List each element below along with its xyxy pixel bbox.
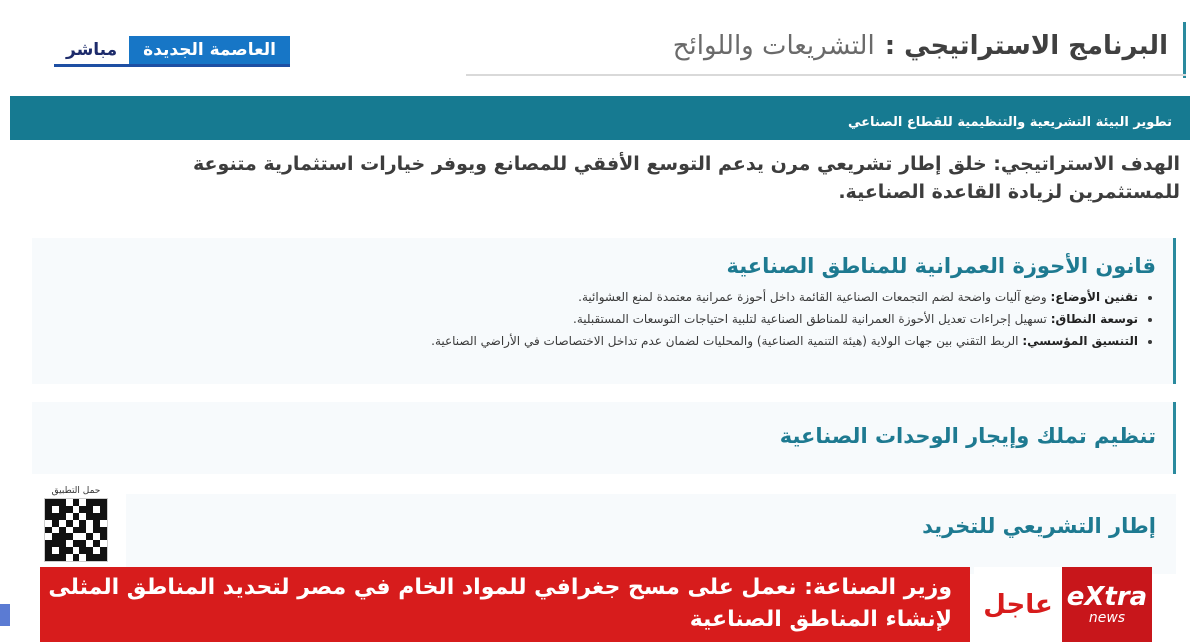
- section-heading: تنظيم تملك وإيجار الوحدات الصناعية: [779, 424, 1156, 448]
- logo-wordmark-bottom: news: [1088, 609, 1126, 626]
- program-title-sub: التشريعات واللوائح: [672, 31, 875, 61]
- section-panel-scrapping: [126, 494, 1176, 574]
- section-banner-text: تطوير البيئة التشريعية والتنظيمية للقطاع الصناعي: [847, 115, 1172, 130]
- logo-wordmark-top: eXtra: [1066, 581, 1148, 612]
- section-panel-ownership: [32, 402, 1176, 474]
- header-divider: [466, 74, 1186, 76]
- bullet-text: وضع آليات واضحة لضم التجمعات الصناعية القائمة داخل أحوزة عمرانية معتمدة لمنع العشوائية.: [578, 290, 1047, 304]
- ticker-headline: وزير الصناعة: نعمل على مسح جغرافي للمواد الخام في مصر لتحديد المناطق المثلى لإنشاء المناطق الصناعية: [48, 575, 952, 632]
- bullet-list: [431, 286, 1154, 352]
- qr-code-icon: [44, 498, 108, 562]
- qr-caption: حمل التطبيق: [51, 486, 101, 496]
- program-title: [673, 22, 1168, 70]
- live-location: العاصمة الجديدة: [129, 36, 290, 64]
- panel-accent: [1173, 238, 1176, 384]
- bullet-item: [431, 308, 1138, 330]
- program-title-main: البرنامج الاستراتيجي :: [884, 31, 1168, 61]
- bullet-label: تقنين الأوضاع:: [1050, 290, 1138, 304]
- urgent-label: عاجل: [974, 567, 1062, 642]
- section-heading: إطار التشريعي للتخريد: [922, 514, 1156, 538]
- bullet-label: التنسيق المؤسسي:: [1022, 334, 1138, 348]
- live-badge: [54, 36, 290, 67]
- breaking-news-ticker: [40, 567, 970, 642]
- bullet-text: الربط التقني بين جهات الولاية (هيئة التنمية الصناعية) والمحليات لضمان عدم تداخل الاختصاصات في الأراضي الصناعية.: [431, 334, 1019, 348]
- bullet-text: تسهيل إجراءات تعديل الأحوزة العمرانية للمناطق الصناعية لتلبية احتياجات التوسعات المستقبلية.: [573, 312, 1047, 326]
- live-label: مباشر: [54, 36, 129, 64]
- section-heading: قانون الأحوزة العمرانية للمناطق الصناعية: [726, 254, 1156, 278]
- bullet-item: [431, 330, 1138, 352]
- channel-logo: [1062, 567, 1152, 642]
- section-panel-urban-boundaries: [32, 238, 1176, 384]
- bullet-item: [431, 286, 1138, 308]
- panel-accent: [1173, 402, 1176, 474]
- app-qr-block: [44, 486, 108, 562]
- strategic-goal: الهدف الاستراتيجي: خلق إطار تشريعي مرن يدعم التوسع الأفقي للمصانع ويوفر خيارات استثمارية متنوعة للمستثمرين لزيادة القاعدة الصناعية.: [193, 153, 1180, 203]
- title-accent-rule: [1183, 22, 1186, 78]
- section-banner: [10, 96, 1190, 140]
- corner-marker: [0, 604, 10, 626]
- bullet-label: توسعة النطاق:: [1050, 312, 1138, 326]
